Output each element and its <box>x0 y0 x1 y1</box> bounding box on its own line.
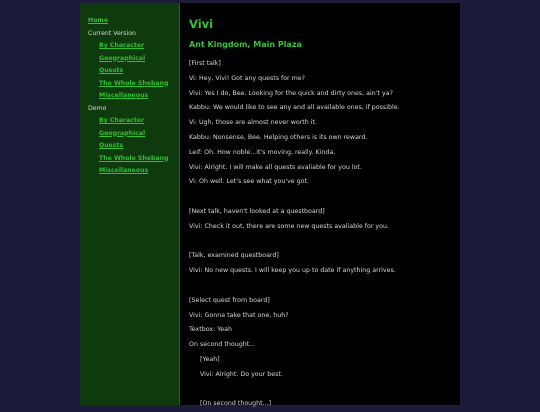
nav-link-demo-by-character[interactable]: By Character <box>99 117 145 124</box>
nav-link-current-quests[interactable]: Quests <box>99 67 124 74</box>
dialogue-line: [Select quest from board] <box>189 296 270 304</box>
nav-link-current-miscellaneous[interactable]: Miscellaneous <box>99 92 149 99</box>
location-heading: Ant Kingdom, Main Plaza <box>189 40 302 49</box>
dialogue-line: Vi: Oh well. Let's see what you've got. <box>189 178 309 186</box>
main-content <box>189 17 451 412</box>
nav-link-current-by-character[interactable]: By Character <box>99 42 145 49</box>
dialogue-line: Vivi: Check it out, there are some new quests avaliable for you. <box>189 222 389 230</box>
dialogue-line: Leif: Oh. How noble...it's moving, really. Kinda. <box>189 148 336 156</box>
nav-link-current-geographical[interactable]: Geographical <box>99 54 146 62</box>
nav-link-home[interactable]: Home <box>88 17 109 24</box>
dialogue-line: [Next talk, haven't looked at a questboard] <box>189 207 325 215</box>
nav-section-demo: Demo <box>88 104 107 112</box>
dialogue-line: Vivi: Alright. Do your best. <box>200 370 283 378</box>
dialogue-line: Kabbu: We would like to see any and all available ones, if possible. <box>189 104 400 112</box>
dialogue-line: [On second thought...] <box>200 400 272 408</box>
nav-link-demo-geographical[interactable]: Geographical <box>99 129 146 137</box>
dialogue-line: Kabbu: Nonsense, Bee. Helping others is its own reward. <box>189 133 368 141</box>
dialogue-line: Vivi: Alright. I will make all quests avaliable for you lot. <box>189 163 362 171</box>
dialogue-line: On second thought... <box>189 341 256 349</box>
dialogue-line: Vivi: Gonna take that one, huh? <box>189 311 289 319</box>
nav-link-current-whole-shebang[interactable]: The Whole Shebang <box>99 79 169 87</box>
page-container <box>80 3 460 408</box>
page-title: Vivi <box>189 17 214 31</box>
dialogue-line: Textbox: Yeah <box>189 326 232 334</box>
dialogue-line: Vivi: Yes I do, Bee. Looking for the quick and dirty ones, ain't ya? <box>189 89 393 97</box>
dialogue-line: [Yeah] <box>200 355 220 363</box>
dialogue-line: [First talk] <box>189 60 221 67</box>
sidebar-nav <box>80 3 180 405</box>
dialogue-line: Vivi: No new quests. I will keep you up to date if anything arrives. <box>189 267 396 275</box>
nav-link-demo-whole-shebang[interactable]: The Whole Shebang <box>99 154 169 162</box>
dialogue-line: Vi: Ugh, those are almost never worth it. <box>189 119 317 127</box>
dialogue-line: [Talk, examined questboard] <box>189 252 279 260</box>
nav-section-current-version: Current Version <box>88 29 136 37</box>
dialogue-line: Vi: Hey, Vivi! Got any quests for me? <box>189 74 305 82</box>
nav-link-demo-miscellaneous[interactable]: Miscellaneous <box>99 167 149 174</box>
nav-link-demo-quests[interactable]: Quests <box>99 142 124 149</box>
